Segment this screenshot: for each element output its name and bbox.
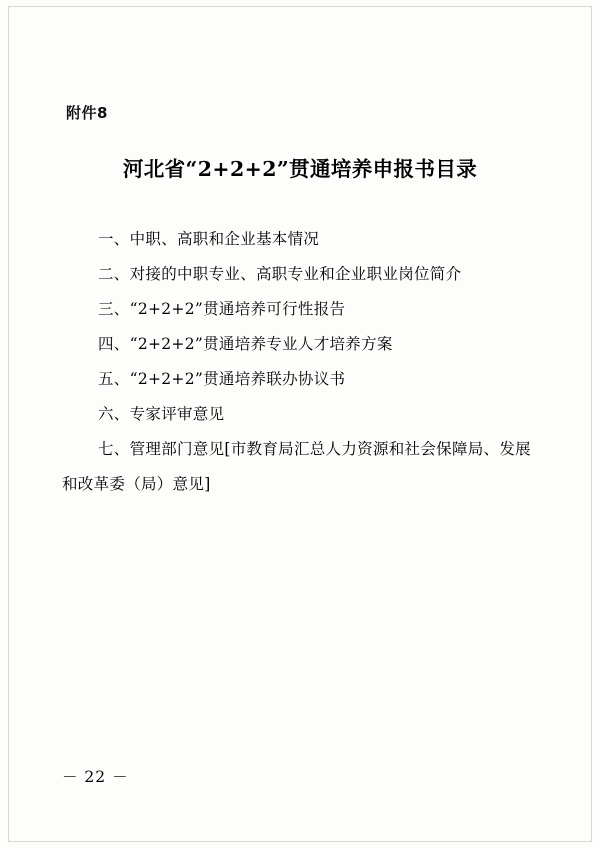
- page-number: － 22 －: [62, 768, 129, 786]
- page-title: 河北省“2+2+2”贯通培养申报书目录: [122, 157, 478, 181]
- list-item: 五、“2+2+2”贯通培养联办协议书: [98, 370, 346, 388]
- list-item: 六、专家评审意见: [98, 405, 225, 423]
- list-item: 三、“2+2+2”贯通培养可行性报告: [98, 300, 346, 318]
- list-item: 二、对接的中职专业、高职专业和企业职业岗位简介: [98, 265, 462, 283]
- list-item: 一、中职、高职和企业基本情况: [98, 230, 320, 248]
- table-of-contents: [62, 222, 538, 502]
- attachment-label: 附件8: [66, 104, 108, 122]
- list-item: 四、“2+2+2”贯通培养专业人才培养方案: [98, 335, 393, 353]
- page-content: [62, 0, 538, 848]
- list-item: 七、管理部门意见[市教育局汇总人力资源和社会保障局、发展和改革委（局）意见]: [62, 440, 531, 493]
